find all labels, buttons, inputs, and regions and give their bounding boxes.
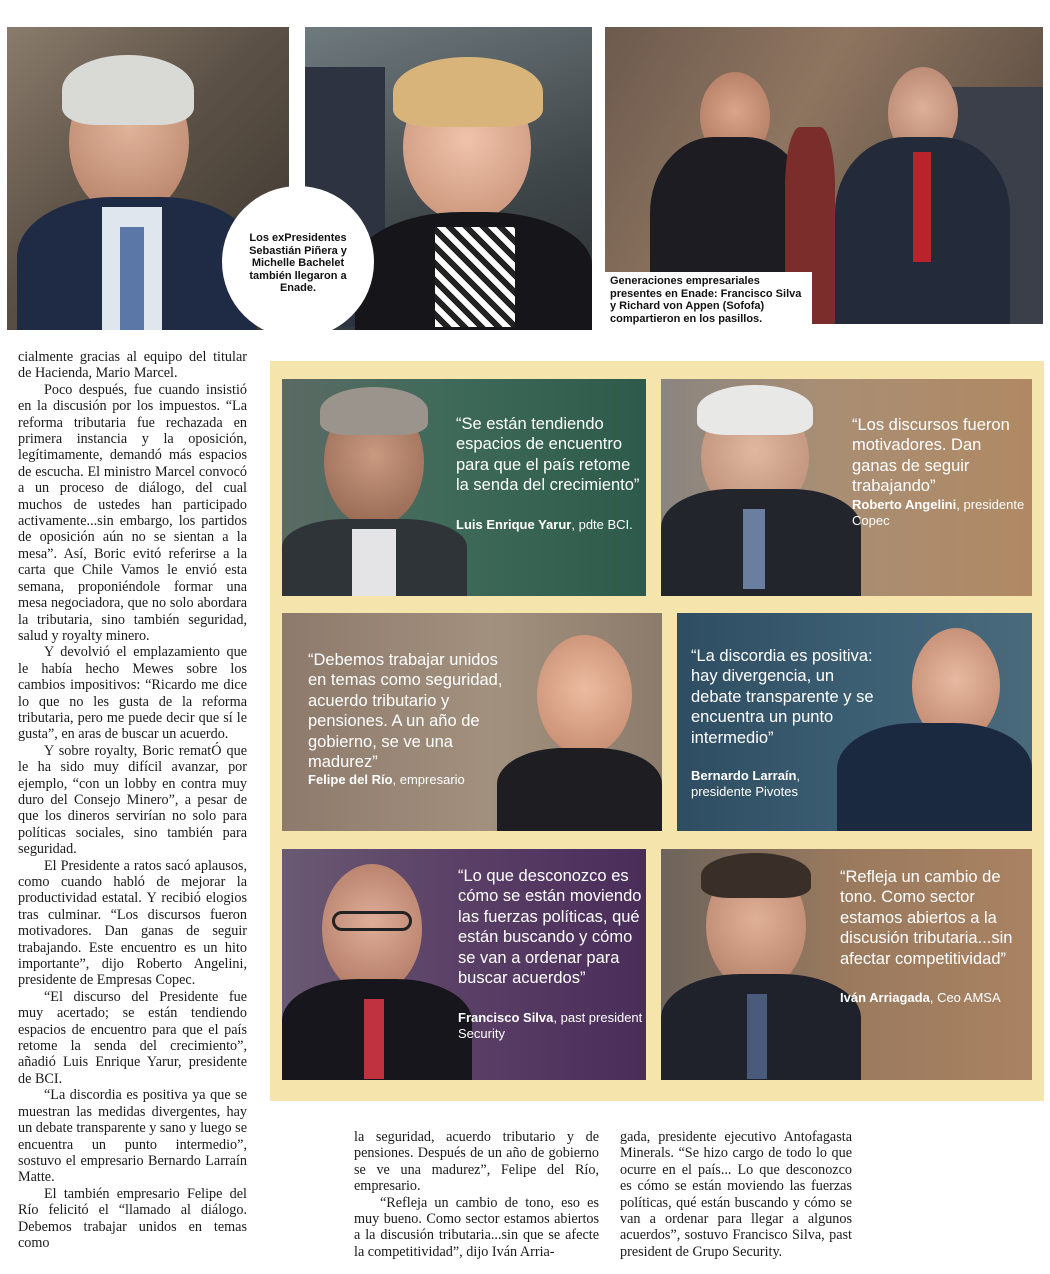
hair-yarur xyxy=(320,387,428,435)
blouse-bachelet xyxy=(435,227,515,327)
paragraph: “La discordia es positiva ya que se muestran las medidas divergentes, hay un debate transparente y sano y luego se encuentra un punto intermedio”, sostuvo el empresario Bernardo Larraín Matte. xyxy=(18,1087,247,1186)
quote-role: , past president Security xyxy=(458,1010,643,1041)
face-delrio xyxy=(537,635,632,755)
quote-name: Iván Arriagada xyxy=(840,990,930,1005)
caption-circle xyxy=(222,186,374,338)
article-column-right xyxy=(620,1129,852,1260)
tie-silva-quote xyxy=(364,999,384,1079)
paragraph: cialmente gracias al equipo del titular de Hacienda, Mario Marcel. xyxy=(18,349,247,382)
glasses-silva xyxy=(332,911,412,931)
shirt-yarur xyxy=(352,529,396,596)
hair-pinera xyxy=(62,55,194,125)
quote-text-silva: “Lo que desconozco es cómo se están moviendo las fuerzas políticas, qué están buscando y cómo se van a ordenar para buscar acuerdos” xyxy=(458,867,642,988)
paragraph: Y devolvió el emplazamiento que le había hecho Mewes sobre los cambios impositivos: “Ricardo me dice lo que no les gusta de la reforma tributaria, pero me puede decir que sí le gusta”, en aras de buscar un acuerdo. xyxy=(18,644,247,743)
hair-angelini xyxy=(697,385,813,435)
hair-arriagada xyxy=(701,853,811,898)
quote-name: Roberto Angelini xyxy=(852,497,957,512)
quote-name: Felipe del Río xyxy=(308,772,393,787)
quote-text-yarur: “Se están tendiendo espacios de encuentro para que el país retome la senda del crecimiento” xyxy=(456,415,640,495)
quote-text-delrio: “Debemos trabajar unidos en temas como seguridad, acuerdo tributario y pensiones. A un año de gobierno, se ve una madurez” xyxy=(308,651,503,772)
quote-name: Bernardo Larraín xyxy=(691,768,797,783)
quote-role: , presidente Copec xyxy=(852,497,1025,528)
paragraph: la seguridad, acuerdo tributario y de pensiones. Después de un año de gobierno se ve una madurez”, Felipe del Río, empresario. xyxy=(354,1129,599,1195)
hair-bachelet xyxy=(393,57,543,127)
quote-text-arriagada: “Refleja un cambio de tono. Como sector estamos abiertos a la discusión tributaria...sin afectar competitividad” xyxy=(840,868,1013,968)
quote-text-angelini: “Los discursos fueron motivadores. Dan ganas de seguir trabajando” xyxy=(852,416,1010,496)
article-column-left xyxy=(18,349,247,1251)
paragraph: “Refleja un cambio de tono, eso es muy bueno. Como sector estamos abiertos a la discusión tributaria...sin que se afecte la competitividad”, dijo Iván Arria- xyxy=(354,1194,599,1260)
quote-name: Francisco Silva xyxy=(458,1010,554,1025)
paragraph: “El discurso del Presidente fue muy acertado; se están tendiendo espacios de encuentro para que el país retome la senda del crecimiento”, añadió Luis Enrique Yarur, presidente de BCI. xyxy=(18,988,247,1087)
quote-text-larrain: “La discordia es positiva: hay divergencia, un debate transparente y se encuentra un punto intermedio” xyxy=(691,647,874,747)
tie-arriagada xyxy=(747,994,767,1079)
paragraph: Y sobre royalty, Boric rematÓ que le ha sido muy difícil avanzar, por ejemplo, “con un lobby en contra muy duro del Consejo Minero”, a pesar de que los dineros servirían no solo para políticas sociales, sino también para seguridad. xyxy=(18,742,247,858)
quote-attrib-yarur xyxy=(456,517,640,533)
quote-role: , Ceo AMSA xyxy=(929,990,1001,1005)
quote-attrib-delrio xyxy=(308,772,508,788)
paragraph: gada, presidente ejecutivo Antofagasta Minerals. “Se hizo cargo de todo lo que ocurre en el país... Lo que desconozco es cómo se están moviendo las fuerzas políticas, qué están buscando y cómo se van a ordenar para llegar a algunos acuerdos”, sostuvo Francisco Silva, past president de Grupo Security. xyxy=(620,1129,852,1260)
caption-expresidentes: Los exPresidentes Sebastián Piñera y Michelle Bachelet también llegaron a Enade. xyxy=(249,232,347,294)
quote-role: , pdte BCI. xyxy=(571,517,633,532)
paragraph: Poco después, fue cuando insistió en la discusión por los impuestos. “La reforma tributaria fue rechazada en primera instancia y la oposición, legítimamente, demandó más espacios de escucha. El ministro Marcel convocó a un proceso de diálogo, del cual muchos de ustedes han participado activamente...sin embargo, los partidos de oposición aún no se sientan a la mesa”. Así, Boric evitó referirse a la carta que Chile Vamos le envió esta semana, proponiéndole formar una mesa negociadora, que no solo abordara la tributaria, sino también seguridad, salud y royalty minero. xyxy=(18,381,247,644)
quote-role: , presidente Pivotes xyxy=(691,768,801,799)
suit-delrio xyxy=(497,748,662,831)
tie-angelini xyxy=(743,509,765,589)
quote-name: Luis Enrique Yarur xyxy=(456,517,572,532)
tie-pinera xyxy=(120,227,144,330)
quote-attrib-arriagada xyxy=(840,990,1030,1006)
paragraph: El también empresario Felipe del Río felicitó el “llamado al diálogo. Debemos trabajar unidos en temas como xyxy=(18,1185,247,1251)
paragraph: El Presidente a ratos sacó aplausos, como cuando habló de mejorar la productividad estatal. Y recibió elogios tras culminar. “Los discursos fueron motivadores. Dan ganas de seguir trabajando. Este encuentro es un hito importante”, dijo Roberto Angelini, presidente de Empresas Copec. xyxy=(18,857,247,989)
caption-generaciones: Generaciones empresariales presentes en Enade: Francisco Silva y Richard von Appen (Sofofa) compartieron en los pasillos. xyxy=(610,275,802,325)
quote-attrib-larrain xyxy=(691,768,841,800)
quote-role: , empresario xyxy=(392,772,465,787)
tie-vonappen xyxy=(913,152,931,262)
quote-attrib-angelini xyxy=(852,497,1027,529)
quote-attrib-silva xyxy=(458,1010,644,1042)
article-column-mid xyxy=(354,1129,599,1260)
